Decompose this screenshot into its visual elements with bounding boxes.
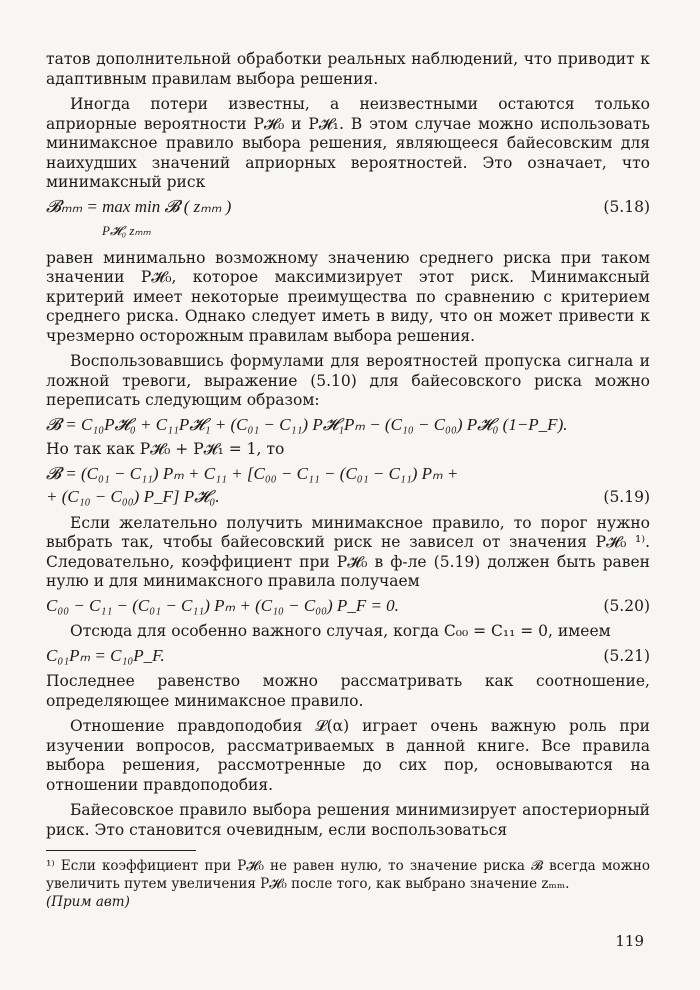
equation-5-18-number: (5.18): [603, 197, 650, 216]
equation-5-21-body: C₀₁Pₘ = C₁₀P_F.: [46, 645, 165, 665]
paragraph-7: Отсюда для особенно важного случая, когда C₀₀ = C₁₁ = 0, имеем: [70, 622, 611, 640]
equation-5-18: [46, 197, 650, 218]
equation-5-19-line-2: [46, 487, 650, 508]
equation-bayes-risk: [46, 415, 650, 435]
equation-5-19-line-2-body: + (C₁₀ − C₀₀) P_F] P𝓗₀.: [46, 487, 220, 506]
equation-5-20-body: C₀₀ − C₁₁ − (C₀₁ − C₁₁) Pₘ + (C₁₀ − C₀₀) P_F = 0.: [46, 595, 399, 615]
paragraph-3: равен минимально возможному значению среднего риска при таком значении P𝓗₀, которое максимизирует этот риск. Минимаксный критерий имеет некоторые преимущества по сравнению с критерием среднего риска. Однако следует иметь в виду, что он может привести к чрезмерно осторожным правилам выбора решения.: [46, 248, 650, 345]
footnote: ¹⁾ Если коэффициент при P𝓗₀ не равен нулю, то значение риска 𝓑 всегда можно увеличить путем увеличения P𝓗₀ после того, как выбрано значение zₘₘ.: [46, 858, 650, 892]
footnote-note: (Прим авт): [46, 894, 130, 910]
paragraph-6: Если желательно получить минимаксное правило, то порог нужно выбрать так, чтобы байесовский риск не зависел от значения P𝓗₀ ¹⁾. Следовательно, коэффициент при P𝓗₀ в ф-ле (5.19) должен быть равен нулю и для минимаксного правила получаем: [46, 513, 650, 590]
paragraph-4: Воспользовавшись формулами для вероятностей пропуска сигнала и ложной тревоги, выражение (5.10) для байесовского риска можно переписать следующим образом:: [46, 352, 650, 409]
footnote-divider: [46, 850, 196, 851]
equation-5-19-line-1-body: 𝓑 = (C₀₁ − C₁₁) Pₘ + C₁₁ + [C₀₀ − C₁₁ − (C₀₁ − C₁₁) Pₘ +: [46, 463, 459, 483]
paragraph-1: татов дополнительной обработки реальных наблюдений, что приводит к адаптивным правилам выбора решения.: [46, 50, 650, 88]
equation-5-21: [46, 646, 650, 667]
paragraph-8: Последнее равенство можно рассматривать как соотношение, определяющее минимаксное правило.: [46, 672, 650, 710]
equation-5-20: [46, 596, 650, 617]
equation-5-21-number: (5.21): [603, 646, 650, 665]
equation-bayes-risk-body: 𝓑 = C₁₀P𝓗₀ + C₁₁P𝓗₁ + (C₀₁ − C₁₁) P𝓗₁Pₘ − (C₁₀ − C₀₀) P𝓗₀ (1−P_F).: [46, 414, 568, 434]
page-number: 119: [615, 932, 644, 950]
equation-5-20-number: (5.20): [603, 596, 650, 615]
paragraph-5: Но так как P𝓗₀ + P𝓗₁ = 1, то: [46, 440, 285, 458]
equation-5-18-subscripts: P𝓗₀ zₘₘ: [102, 223, 151, 238]
paragraph-2: Иногда потери известны, а неизвестными остаются только априорные вероятности P𝓗₀ и P𝓗₁. В этом случае можно использовать минимаксное правило выбора решения, являющееся байесовским для наихудших значений априорных вероятностей. Это означает, что минимаксный риск: [46, 95, 650, 191]
equation-5-18-body: 𝓑ₘₘ = max min 𝓑 ( zₘₘ ): [46, 196, 232, 216]
paragraph-9: Отношение правдоподобия 𝓛(α) играет очень важную роль при изучении вопросов, рассматриваемых в данной книге. Все правила выбора решения, рассмотренные до сих пор, основываются на отношении правдоподобия.: [46, 717, 650, 794]
equation-5-19-line-1: [46, 464, 650, 484]
paragraph-10: Байесовское правило выбора решения минимизирует апостериорный риск. Это становится очевидным, если воспользоваться: [46, 801, 650, 839]
equation-5-19-number: (5.19): [603, 488, 650, 506]
